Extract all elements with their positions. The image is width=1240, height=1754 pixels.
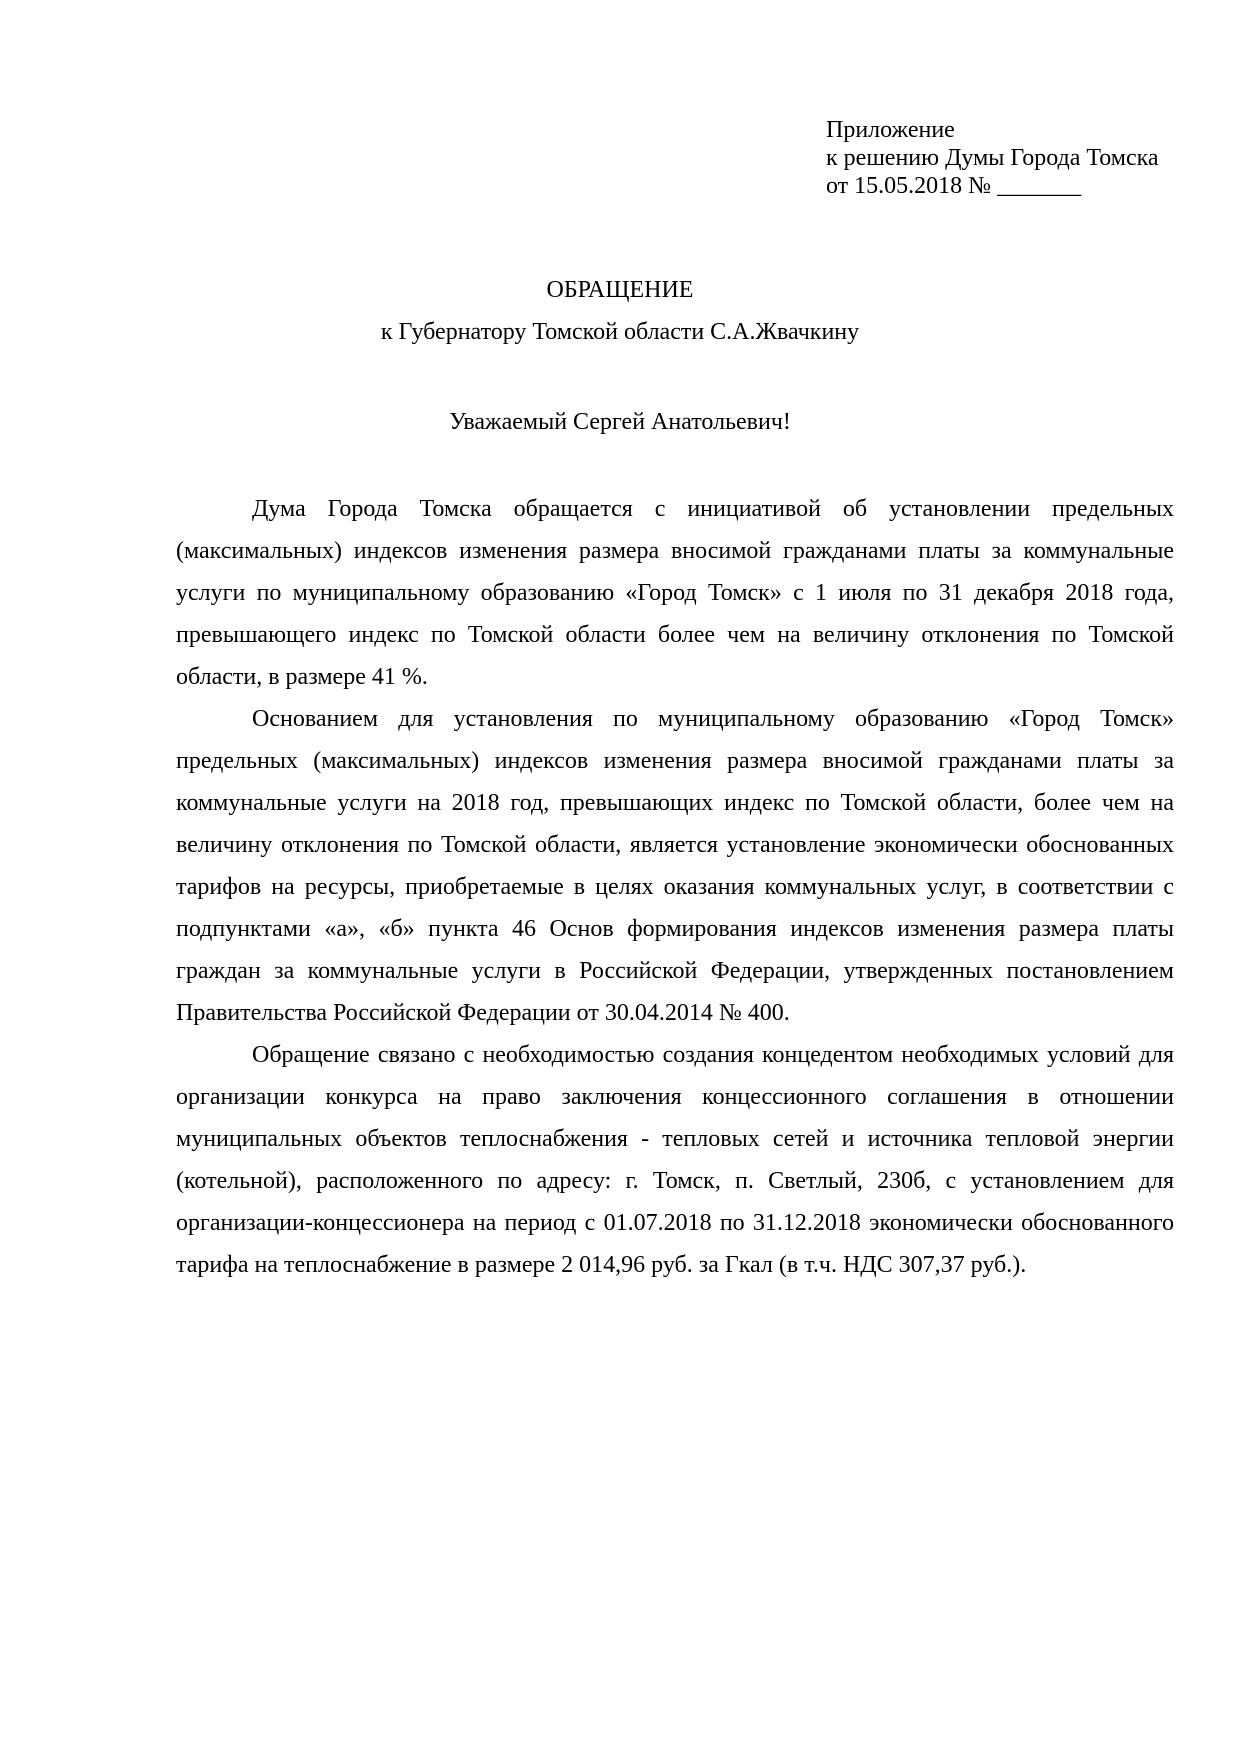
body-paragraph-3: Обращение связано с необходимостью создания концедентом необходимых условий для организации конкурса на право заключения концессионного соглашения в отношении муниципальных объектов теплоснабжения - тепловых сетей и источника тепловой энергии (котельной), расположенного по адресу: г. Томск, п. Светлый, 230б, с установлением для организации-концессионера на период с 01.07.2018 по 31.12.2018 экономически обоснованного тарифа на теплоснабжение в размере 2 014,96 руб. за Гкал (в т.ч. НДС 307,37 руб.). bbox=[176, 1042, 1174, 1278]
salutation: Уважаемый Сергей Анатольевич! bbox=[449, 409, 791, 435]
document-body bbox=[176, 488, 1174, 1286]
appendix-label: Приложение bbox=[826, 117, 955, 143]
body-paragraph-1: Дума Города Томска обращается с инициативой об установлении предельных (максимальных) индексов изменения размера вносимой гражданами платы за коммунальные услуги по муниципальному образованию «Город Томск» с 1 июля по 31 декабря 2018 года, превышающего индекс по Томской области более чем на величину отклонения по Томской области, в размере 41 %. bbox=[176, 496, 1174, 690]
document-title: ОБРАЩЕНИЕ bbox=[546, 277, 694, 303]
body-paragraph-2: Основанием для установления по муниципальному образованию «Город Томск» предельных (максимальных) индексов изменения размера вносимой гражданами платы за коммунальные услуги на 2018 год, превышающих индекс по Томской области, более чем на величину отклонения по Томской области, является установление экономически обоснованных тарифов на ресурсы, приобретаемые в целях оказания коммунальных услуг, в соответствии с подпунктами «а», «б» пункта 46 Основ формирования индексов изменения размера платы граждан за коммунальные услуги в Российской Федерации, утвержденных постановлением Правительства Российской Федерации от 30.04.2014 № 400. bbox=[176, 706, 1174, 1026]
appendix-decision-ref: к решению Думы Города Томска bbox=[826, 145, 1159, 171]
appendix-date-number: от 15.05.2018 № _______ bbox=[826, 173, 1082, 199]
appendix-block bbox=[826, 116, 1206, 200]
document-addressee: к Губернатору Томской области С.А.Жвачкину bbox=[380, 319, 860, 345]
